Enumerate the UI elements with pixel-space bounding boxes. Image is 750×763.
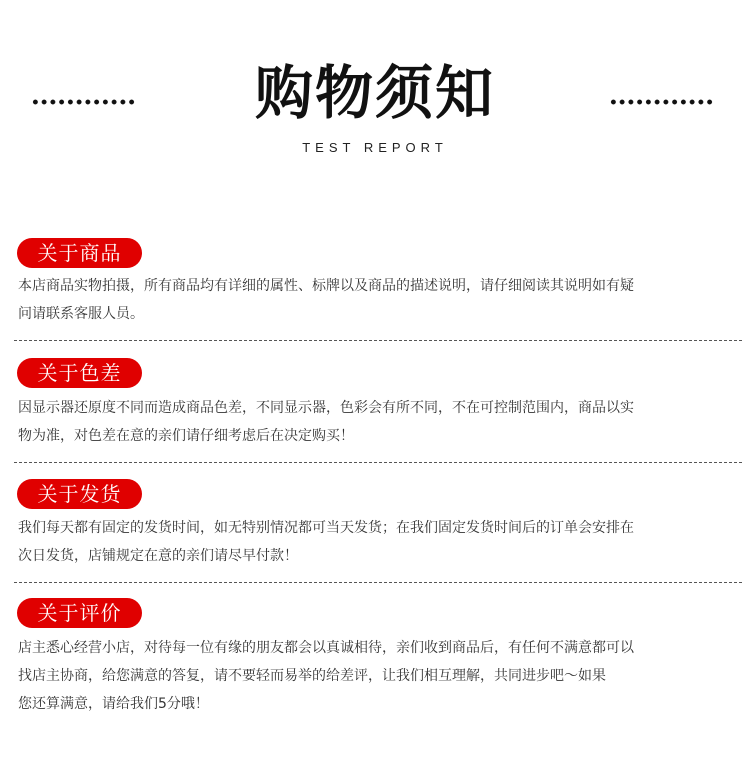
dashed-divider bbox=[14, 462, 742, 464]
paragraph-line: 问请联系客服人员。 bbox=[18, 306, 144, 322]
section-paragraph bbox=[18, 634, 733, 718]
dashed-divider bbox=[14, 582, 742, 584]
paragraph-line: 物为准，对色差在意的亲们请仔细考虑后在决定购买！ bbox=[18, 428, 354, 444]
paragraph-line: 本店商品实物拍摄，所有商品均有详细的属性、标牌以及商品的描述说明，请仔细阅读其说明如有疑 bbox=[18, 278, 634, 294]
paragraph-line: 次日发货，店铺规定在意的亲们请尽早付款！ bbox=[18, 548, 298, 564]
section-paragraph bbox=[18, 394, 733, 450]
section-paragraph bbox=[18, 514, 733, 570]
dashed-divider bbox=[14, 340, 742, 342]
section-paragraph bbox=[18, 272, 733, 328]
page-subtitle: TEST REPORT bbox=[302, 140, 448, 155]
section-label-badge: 关于评价 bbox=[17, 598, 142, 628]
paragraph-line: 我们每天都有固定的发货时间，如无特别情况都可当天发货；在我们固定发货时间后的订单会安排在 bbox=[18, 520, 634, 536]
paragraph-line: 因显示器还原度不同而造成商品色差，不同显示器，色彩会有所不同，不在可控制范围内，商品以实 bbox=[18, 400, 634, 416]
paragraph-line: 找店主协商，给您满意的答复，请不要轻而易举的给差评，让我们相互理解，共同进步吧～如果 bbox=[18, 668, 606, 684]
paragraph-line: 您还算满意，请给我们5分哦！ bbox=[18, 696, 209, 712]
section-label-badge: 关于发货 bbox=[17, 479, 142, 509]
section-label-badge: 关于商品 bbox=[17, 238, 142, 268]
page-title: 购物须知 bbox=[254, 59, 495, 127]
section-label-badge: 关于色差 bbox=[17, 358, 142, 388]
dotted-ornament-right bbox=[609, 98, 714, 106]
page-header bbox=[0, 0, 750, 190]
paragraph-line: 店主悉心经营小店，对待每一位有缘的朋友都会以真诚相待，亲们收到商品后，有任何不满意都可以 bbox=[18, 640, 634, 656]
